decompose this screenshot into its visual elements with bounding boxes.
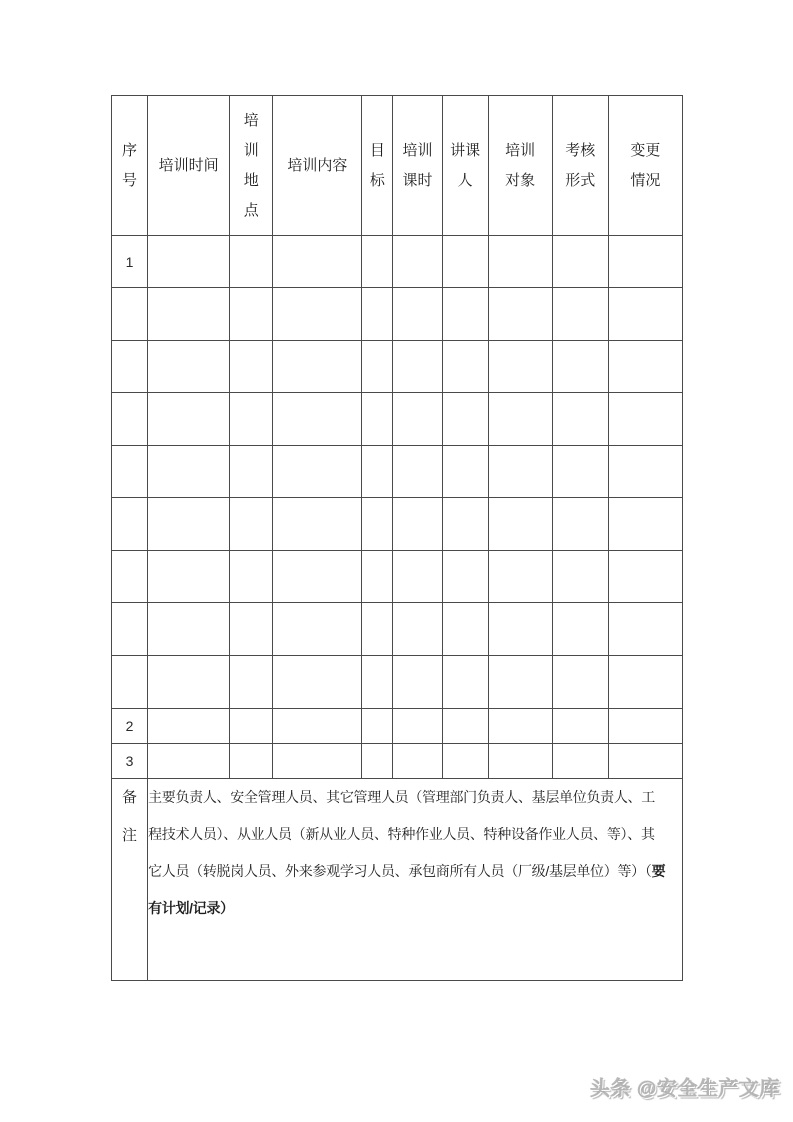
empty-data-cell <box>148 656 230 709</box>
empty-data-cell <box>442 236 488 288</box>
remarks-row <box>112 779 683 981</box>
row-number-cell <box>112 656 148 709</box>
header-cell-lecturer <box>442 96 488 236</box>
remarks-text-line <box>148 779 682 816</box>
empty-data-cell <box>442 744 488 779</box>
empty-data-cell <box>273 656 362 709</box>
empty-data-cell <box>552 393 608 446</box>
header-label-line: 地 <box>243 171 259 189</box>
empty-data-cell <box>488 288 552 341</box>
row-number-cell <box>112 341 148 393</box>
empty-data-cell <box>362 656 393 709</box>
header-label-line: 形式 <box>565 171 596 189</box>
empty-data-cell <box>273 551 362 603</box>
remarks-text-line <box>148 890 682 927</box>
empty-data-cell <box>552 744 608 779</box>
empty-data-cell <box>230 551 273 603</box>
header-label-line: 号 <box>122 171 138 189</box>
empty-data-cell <box>488 603 552 656</box>
header-cell-training-time <box>148 96 230 236</box>
empty-data-cell <box>552 236 608 288</box>
header-cell-serial-number <box>112 96 148 236</box>
empty-data-cell <box>273 498 362 551</box>
remarks-text-line <box>148 853 682 890</box>
empty-data-cell <box>230 656 273 709</box>
empty-data-cell <box>552 603 608 656</box>
empty-data-cell <box>488 709 552 744</box>
remarks-bold-segment: 要 <box>651 863 666 879</box>
empty-data-cell <box>393 709 442 744</box>
empty-data-cell <box>488 446 552 498</box>
table-row <box>112 236 683 288</box>
empty-data-cell <box>273 709 362 744</box>
empty-data-cell <box>488 236 552 288</box>
remarks-segment: 主要负责人、安全管理人员、其它管理人员（管理部门负责人、基层单位负责人、工 <box>148 789 655 805</box>
header-label-line: 变更 <box>630 141 661 159</box>
empty-data-cell <box>393 446 442 498</box>
empty-data-cell <box>552 341 608 393</box>
table-row <box>112 498 683 551</box>
table-row <box>112 603 683 656</box>
empty-data-cell <box>608 744 682 779</box>
empty-data-cell <box>442 656 488 709</box>
empty-data-cell <box>362 603 393 656</box>
table-row <box>112 446 683 498</box>
empty-data-cell <box>393 656 442 709</box>
empty-data-cell <box>393 551 442 603</box>
empty-data-cell <box>552 446 608 498</box>
empty-data-cell <box>393 288 442 341</box>
empty-data-cell <box>488 393 552 446</box>
empty-data-cell <box>273 744 362 779</box>
empty-data-cell <box>148 446 230 498</box>
row-number-cell <box>112 393 148 446</box>
empty-data-cell <box>362 709 393 744</box>
empty-data-cell <box>608 236 682 288</box>
header-label-line: 对象 <box>505 171 536 189</box>
header-label-line: 标 <box>369 171 385 189</box>
empty-data-cell <box>362 341 393 393</box>
header-cell-training-location <box>230 96 273 236</box>
empty-data-cell <box>608 393 682 446</box>
table-row <box>112 656 683 709</box>
empty-data-cell <box>230 446 273 498</box>
empty-data-cell <box>230 498 273 551</box>
empty-data-cell <box>273 446 362 498</box>
remarks-segment: 它人员（转脱岗人员、外来参观学习人员、承包商所有人员（厂级/基层单位）等）（ <box>148 863 652 879</box>
row-number-cell <box>112 498 148 551</box>
empty-data-cell <box>608 656 682 709</box>
empty-data-cell <box>552 498 608 551</box>
empty-data-cell <box>442 446 488 498</box>
empty-data-cell <box>442 393 488 446</box>
empty-data-cell <box>230 393 273 446</box>
empty-data-cell <box>442 709 488 744</box>
empty-data-cell <box>488 341 552 393</box>
empty-data-cell <box>148 709 230 744</box>
empty-data-cell <box>442 341 488 393</box>
empty-data-cell <box>362 236 393 288</box>
empty-data-cell <box>148 498 230 551</box>
table-row <box>112 744 683 779</box>
header-label-line: 讲课 <box>450 141 481 159</box>
header-label-line: 培训 <box>402 141 433 159</box>
empty-data-cell <box>393 236 442 288</box>
table-row <box>112 709 683 744</box>
table-row <box>112 288 683 341</box>
empty-data-cell <box>608 603 682 656</box>
header-label-line: 培 <box>243 111 259 129</box>
row-number-cell <box>112 551 148 603</box>
remarks-label-cell <box>112 779 148 981</box>
empty-data-cell <box>393 341 442 393</box>
header-label-line: 培训时间 <box>158 156 219 174</box>
header-label-line: 培训内容 <box>287 156 348 174</box>
row-number-cell <box>112 603 148 656</box>
empty-data-cell <box>488 744 552 779</box>
header-label-line: 培训 <box>505 141 536 159</box>
empty-data-cell <box>393 498 442 551</box>
row-number-cell: 3 <box>112 744 148 779</box>
table-row <box>112 393 683 446</box>
empty-data-cell <box>148 288 230 341</box>
row-number-cell <box>112 288 148 341</box>
empty-data-cell <box>393 744 442 779</box>
row-number-cell <box>112 446 148 498</box>
remarks-label-line: 注 <box>122 827 138 844</box>
empty-data-cell <box>552 709 608 744</box>
header-label-line: 课时 <box>402 171 433 189</box>
remarks-bold-segment: 有计划/记录） <box>148 900 234 916</box>
table-body <box>112 236 683 981</box>
header-row <box>112 96 683 236</box>
remarks-label-line: 备 <box>122 789 138 806</box>
header-cell-assessment-form <box>552 96 608 236</box>
table-row <box>112 551 683 603</box>
empty-data-cell <box>273 603 362 656</box>
table-header-row <box>112 96 683 236</box>
empty-data-cell <box>362 551 393 603</box>
empty-data-cell <box>230 288 273 341</box>
empty-data-cell <box>442 498 488 551</box>
empty-data-cell <box>393 603 442 656</box>
empty-data-cell <box>362 498 393 551</box>
row-number-cell: 2 <box>112 709 148 744</box>
empty-data-cell <box>362 393 393 446</box>
header-cell-training-content <box>273 96 362 236</box>
empty-data-cell <box>608 709 682 744</box>
empty-data-cell <box>148 341 230 393</box>
header-label-line: 点 <box>243 201 259 219</box>
empty-data-cell <box>552 288 608 341</box>
header-cell-trainees <box>488 96 552 236</box>
empty-data-cell <box>230 236 273 288</box>
remarks-text-cell <box>148 779 683 981</box>
empty-data-cell <box>488 656 552 709</box>
empty-data-cell <box>273 341 362 393</box>
header-label-line: 训 <box>243 141 259 159</box>
row-number-cell: 1 <box>112 236 148 288</box>
remarks-segment: 程技术人员）、从业人员（新从业人员、特种作业人员、特种设备作业人员、等）、其 <box>148 826 655 842</box>
empty-data-cell <box>273 288 362 341</box>
empty-data-cell <box>393 393 442 446</box>
header-label-line: 人 <box>457 171 473 189</box>
empty-data-cell <box>230 341 273 393</box>
empty-data-cell <box>608 446 682 498</box>
empty-data-cell <box>608 341 682 393</box>
empty-data-cell <box>148 744 230 779</box>
header-cell-training-hours <box>393 96 442 236</box>
empty-data-cell <box>442 288 488 341</box>
header-cell-change-status <box>608 96 682 236</box>
training-plan-table <box>111 95 683 981</box>
empty-data-cell <box>148 393 230 446</box>
empty-data-cell <box>362 288 393 341</box>
empty-data-cell <box>552 551 608 603</box>
empty-data-cell <box>442 551 488 603</box>
empty-data-cell <box>273 393 362 446</box>
empty-data-cell <box>488 551 552 603</box>
empty-data-cell <box>608 288 682 341</box>
empty-data-cell <box>148 551 230 603</box>
remarks-text-line <box>148 816 682 853</box>
empty-data-cell <box>608 551 682 603</box>
header-label-line: 目 <box>369 141 385 159</box>
empty-data-cell <box>273 236 362 288</box>
empty-data-cell <box>552 656 608 709</box>
empty-data-cell <box>362 446 393 498</box>
empty-data-cell <box>442 603 488 656</box>
header-cell-goal <box>362 96 393 236</box>
header-label-line: 情况 <box>630 171 661 189</box>
empty-data-cell <box>148 236 230 288</box>
empty-data-cell <box>148 603 230 656</box>
header-label-line: 序 <box>122 141 138 159</box>
empty-data-cell <box>230 744 273 779</box>
watermark-text: 头条 @安全生产文库 <box>589 1078 780 1100</box>
empty-data-cell <box>230 709 273 744</box>
header-label-line: 考核 <box>565 141 596 159</box>
empty-data-cell <box>608 498 682 551</box>
empty-data-cell <box>230 603 273 656</box>
table-row <box>112 341 683 393</box>
empty-data-cell <box>488 498 552 551</box>
empty-data-cell <box>362 744 393 779</box>
